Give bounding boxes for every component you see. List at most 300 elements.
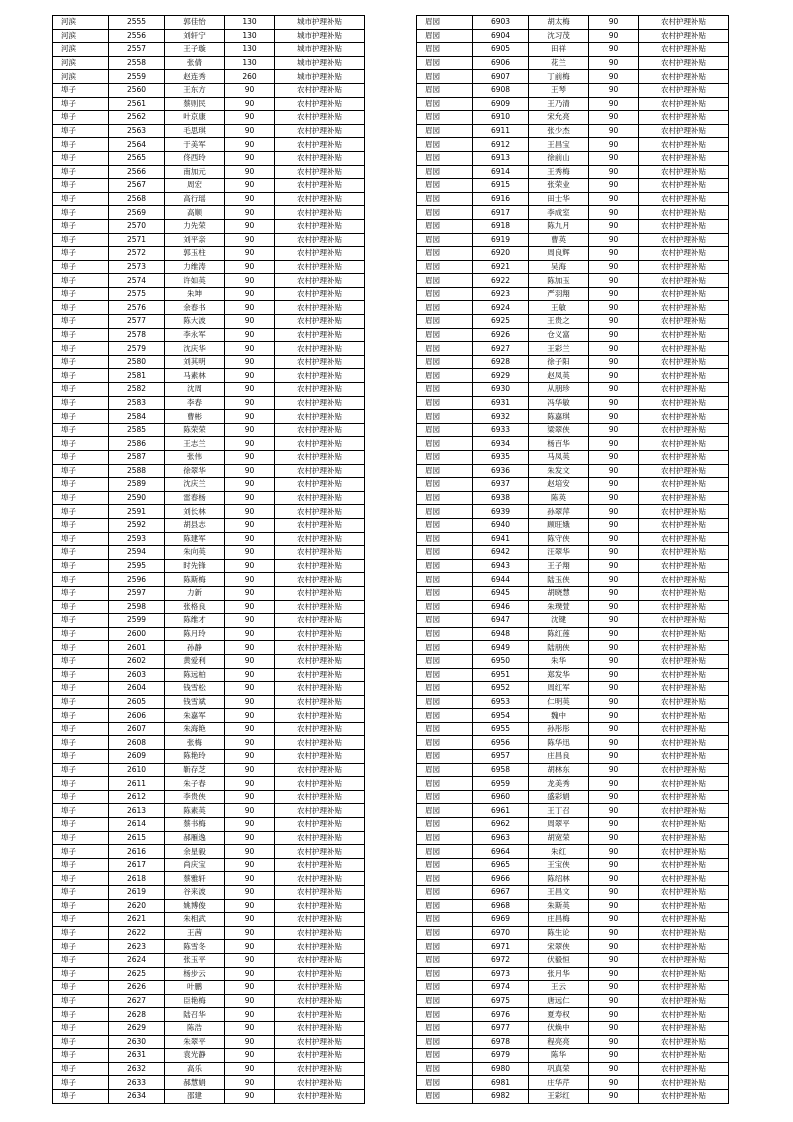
table-row [417,899,729,913]
name-cell: 刘平亲 [165,233,225,247]
subsidy-type-cell: 农村护理补贴 [639,478,729,492]
table-row [53,287,365,301]
town-cell: 埠子 [53,845,109,859]
table-row [417,614,729,628]
name-cell: 朱璞萱 [529,600,589,614]
table-row [53,260,365,274]
serial-number-cell: 6934 [473,437,529,451]
town-cell: 埠子 [53,97,109,111]
name-cell: 叶京康 [165,111,225,125]
name-cell: 马素林 [165,369,225,383]
serial-number-cell: 6970 [473,926,529,940]
serial-number-cell: 2568 [109,192,165,206]
serial-number-cell: 6953 [473,695,529,709]
amount-cell: 90 [589,219,639,233]
serial-number-cell: 2584 [109,410,165,424]
amount-cell: 90 [589,1021,639,1035]
table-row [53,953,365,967]
serial-number-cell: 6950 [473,654,529,668]
name-cell: 王东方 [165,83,225,97]
serial-number-cell: 2591 [109,505,165,519]
serial-number-cell: 2630 [109,1035,165,1049]
table-row [417,627,729,641]
serial-number-cell: 2579 [109,342,165,356]
amount-cell: 90 [225,940,275,954]
town-cell: 埠子 [53,1076,109,1090]
table-row [53,600,365,614]
name-cell: 陈浩 [165,1021,225,1035]
table-row [53,1035,365,1049]
town-cell: 埠子 [53,872,109,886]
serial-number-cell: 2628 [109,1008,165,1022]
town-cell: 眉园 [417,872,473,886]
table-row [417,668,729,682]
table-row [53,97,365,111]
table-row [417,179,729,193]
town-cell: 埠子 [53,559,109,573]
amount-cell: 90 [589,654,639,668]
subsidy-type-cell: 农村护理补贴 [639,233,729,247]
table-row [53,831,365,845]
table-row [53,505,365,519]
serial-number-cell: 2582 [109,383,165,397]
town-cell: 眉园 [417,994,473,1008]
subsidy-type-cell: 农村护理补贴 [275,97,365,111]
subsidy-type-cell: 农村护理补贴 [639,940,729,954]
subsidy-type-cell: 农村护理补贴 [639,355,729,369]
serial-number-cell: 2621 [109,913,165,927]
town-cell: 眉园 [417,586,473,600]
town-cell: 埠子 [53,614,109,628]
subsidy-type-cell: 农村护理补贴 [275,763,365,777]
serial-number-cell: 2557 [109,43,165,57]
subsidy-type-cell: 农村护理补贴 [639,219,729,233]
serial-number-cell: 2632 [109,1062,165,1076]
table-row [417,600,729,614]
table-row [53,16,365,30]
amount-cell: 90 [589,858,639,872]
town-cell: 眉园 [417,274,473,288]
serial-number-cell: 6941 [473,532,529,546]
amount-cell: 90 [589,845,639,859]
table-row [53,1089,365,1103]
serial-number-cell: 2624 [109,953,165,967]
amount-cell: 90 [589,192,639,206]
serial-number-cell: 2633 [109,1076,165,1090]
serial-number-cell: 6907 [473,70,529,84]
amount-cell: 90 [225,328,275,342]
table-row [53,872,365,886]
amount-cell: 90 [589,43,639,57]
subsidy-type-cell: 农村护理补贴 [639,1008,729,1022]
town-cell: 埠子 [53,913,109,927]
serial-number-cell: 2612 [109,790,165,804]
subsidy-type-cell: 农村护理补贴 [639,736,729,750]
amount-cell: 90 [589,355,639,369]
amount-cell: 90 [225,682,275,696]
table-row [417,219,729,233]
table-row [417,56,729,70]
table-row [417,926,729,940]
name-cell: 沈庆华 [165,342,225,356]
serial-number-cell: 2615 [109,831,165,845]
serial-number-cell: 2559 [109,70,165,84]
town-cell: 眉园 [417,858,473,872]
serial-number-cell: 6977 [473,1021,529,1035]
table-row [417,383,729,397]
amount-cell: 90 [589,301,639,315]
table-row [417,953,729,967]
serial-number-cell: 2592 [109,518,165,532]
table-row [417,315,729,329]
town-cell: 河滨 [53,16,109,30]
town-cell: 眉园 [417,763,473,777]
subsidy-type-cell: 农村护理补贴 [639,722,729,736]
subsidy-type-cell: 农村护理补贴 [275,1076,365,1090]
subsidy-type-cell: 农村护理补贴 [639,546,729,560]
table-row [53,70,365,84]
amount-cell: 90 [589,124,639,138]
name-cell: 王秀梅 [529,165,589,179]
name-cell: 伏毅恒 [529,953,589,967]
amount-cell: 90 [589,818,639,832]
town-cell: 眉园 [417,668,473,682]
town-cell: 眉园 [417,709,473,723]
table-row [417,1089,729,1103]
serial-number-cell: 6931 [473,396,529,410]
name-cell: 田祥 [529,43,589,57]
name-cell: 胡晓慧 [529,586,589,600]
serial-number-cell: 2572 [109,247,165,261]
amount-cell: 90 [225,967,275,981]
serial-number-cell: 6939 [473,505,529,519]
table-row [417,192,729,206]
table-row [417,818,729,832]
subsidy-type-cell: 农村护理补贴 [275,192,365,206]
name-cell: 时先锋 [165,559,225,573]
town-cell: 埠子 [53,682,109,696]
name-cell: 朱子春 [165,777,225,791]
subsidy-type-cell: 农村护理补贴 [639,274,729,288]
table-row [417,260,729,274]
name-cell: 张伟 [165,451,225,465]
amount-cell: 90 [225,1062,275,1076]
amount-cell: 90 [589,899,639,913]
subsidy-type-cell: 农村护理补贴 [639,994,729,1008]
name-cell: 程亮亮 [529,1035,589,1049]
table-row [53,1021,365,1035]
name-cell: 谷来波 [165,886,225,900]
subsidy-type-cell: 农村护理补贴 [275,151,365,165]
subsidy-type-cell: 农村护理补贴 [639,899,729,913]
town-cell: 埠子 [53,994,109,1008]
table-row [53,383,365,397]
table-row [417,437,729,451]
town-cell: 眉园 [417,315,473,329]
amount-cell: 90 [225,1049,275,1063]
name-cell: 沈习茂 [529,29,589,43]
town-cell: 埠子 [53,247,109,261]
subsidy-type-cell: 农村护理补贴 [275,722,365,736]
subsidy-type-cell: 农村护理补贴 [639,260,729,274]
name-cell: 朱斯英 [529,899,589,913]
town-cell: 眉园 [417,695,473,709]
serial-number-cell: 6942 [473,546,529,560]
subsidy-type-cell: 农村护理补贴 [275,518,365,532]
town-cell: 眉园 [417,151,473,165]
subsidy-type-cell: 农村护理补贴 [275,682,365,696]
name-cell: 于美军 [165,138,225,152]
name-cell: 高顺 [165,206,225,220]
table-row [53,301,365,315]
name-cell: 庄昌良 [529,750,589,764]
town-cell: 埠子 [53,219,109,233]
town-cell: 埠子 [53,451,109,465]
amount-cell: 90 [225,464,275,478]
name-cell: 王贵之 [529,315,589,329]
name-cell: 徐子阳 [529,355,589,369]
name-cell: 冯华敏 [529,396,589,410]
amount-cell: 90 [589,750,639,764]
serial-number-cell: 2581 [109,369,165,383]
table-row [53,491,365,505]
serial-number-cell: 6935 [473,451,529,465]
amount-cell: 90 [225,410,275,424]
subsidy-type-cell: 农村护理补贴 [275,491,365,505]
name-cell: 郑发华 [529,668,589,682]
table-row [417,858,729,872]
subsidy-type-cell: 农村护理补贴 [275,451,365,465]
table-row [417,342,729,356]
subsidy-type-cell: 农村护理补贴 [639,886,729,900]
amount-cell: 90 [225,97,275,111]
right-table-body [417,16,729,1104]
table-row [417,750,729,764]
town-cell: 眉园 [417,56,473,70]
table-row [53,1062,365,1076]
amount-cell: 90 [225,1008,275,1022]
table-row [417,111,729,125]
amount-cell: 90 [589,532,639,546]
table-row [417,1062,729,1076]
table-row [53,777,365,791]
town-cell: 眉园 [417,818,473,832]
table-row [53,994,365,1008]
name-cell: 钱雪松 [165,682,225,696]
name-cell: 周翠平 [529,818,589,832]
town-cell: 埠子 [53,138,109,152]
town-cell: 眉园 [417,790,473,804]
town-cell: 眉园 [417,1008,473,1022]
serial-number-cell: 6905 [473,43,529,57]
town-cell: 眉园 [417,383,473,397]
amount-cell: 90 [589,437,639,451]
amount-cell: 90 [225,355,275,369]
table-row [53,858,365,872]
town-cell: 埠子 [53,260,109,274]
serial-number-cell: 6958 [473,763,529,777]
town-cell: 眉园 [417,505,473,519]
town-cell: 埠子 [53,967,109,981]
serial-number-cell: 2603 [109,668,165,682]
subsidy-type-cell: 农村护理补贴 [639,573,729,587]
serial-number-cell: 6980 [473,1062,529,1076]
amount-cell: 90 [225,668,275,682]
town-cell: 眉园 [417,464,473,478]
serial-number-cell: 6938 [473,491,529,505]
amount-cell: 90 [589,1076,639,1090]
table-row [53,206,365,220]
amount-cell: 90 [589,1062,639,1076]
table-row [53,532,365,546]
serial-number-cell: 2567 [109,179,165,193]
town-cell: 埠子 [53,546,109,560]
subsidy-type-cell: 农村护理补贴 [275,328,365,342]
name-cell: 张荣业 [529,179,589,193]
subsidy-type-cell: 农村护理补贴 [275,586,365,600]
subsidy-type-cell: 农村护理补贴 [275,899,365,913]
table-row [53,478,365,492]
town-cell: 眉园 [417,722,473,736]
amount-cell: 90 [589,410,639,424]
amount-cell: 90 [225,994,275,1008]
serial-number-cell: 2607 [109,722,165,736]
left-roster-table [52,15,365,1104]
table-row [53,668,365,682]
serial-number-cell: 2626 [109,981,165,995]
amount-cell: 130 [225,56,275,70]
serial-number-cell: 6951 [473,668,529,682]
name-cell: 力先荣 [165,219,225,233]
serial-number-cell: 2593 [109,532,165,546]
serial-number-cell: 2594 [109,546,165,560]
amount-cell: 90 [589,722,639,736]
amount-cell: 90 [225,165,275,179]
table-row [417,1008,729,1022]
amount-cell: 90 [589,451,639,465]
serial-number-cell: 6937 [473,478,529,492]
serial-number-cell: 6976 [473,1008,529,1022]
table-row [417,654,729,668]
town-cell: 眉园 [417,287,473,301]
serial-number-cell: 6916 [473,192,529,206]
town-cell: 眉园 [417,600,473,614]
table-row [417,804,729,818]
name-cell: 陈生论 [529,926,589,940]
serial-number-cell: 6918 [473,219,529,233]
name-cell: 朱华 [529,654,589,668]
town-cell: 眉园 [417,627,473,641]
town-cell: 眉园 [417,831,473,845]
name-cell: 陈红莲 [529,627,589,641]
table-row [53,437,365,451]
name-cell: 王昌文 [529,886,589,900]
name-cell: 刘轩宁 [165,29,225,43]
town-cell: 眉园 [417,219,473,233]
town-cell: 埠子 [53,627,109,641]
subsidy-type-cell: 农村护理补贴 [275,274,365,288]
amount-cell: 90 [589,328,639,342]
name-cell: 赵连秀 [165,70,225,84]
table-row [417,586,729,600]
town-cell: 眉园 [417,532,473,546]
name-cell: 陈建军 [165,532,225,546]
table-row [53,179,365,193]
amount-cell: 90 [589,546,639,560]
table-row [53,736,365,750]
subsidy-type-cell: 农村护理补贴 [639,16,729,30]
serial-number-cell: 6926 [473,328,529,342]
table-row [53,29,365,43]
subsidy-type-cell: 城市护理补贴 [275,43,365,57]
name-cell: 蔡则民 [165,97,225,111]
serial-number-cell: 6930 [473,383,529,397]
town-cell: 眉园 [417,165,473,179]
town-cell: 眉园 [417,192,473,206]
serial-number-cell: 2588 [109,464,165,478]
serial-number-cell: 2577 [109,315,165,329]
amount-cell: 90 [225,614,275,628]
subsidy-type-cell: 农村护理补贴 [639,627,729,641]
table-row [417,97,729,111]
serial-number-cell: 6944 [473,573,529,587]
amount-cell: 90 [225,586,275,600]
subsidy-type-cell: 农村护理补贴 [275,913,365,927]
amount-cell: 90 [589,518,639,532]
table-row [53,763,365,777]
table-row [53,451,365,465]
subsidy-type-cell: 农村护理补贴 [639,342,729,356]
name-cell: 毛思琪 [165,124,225,138]
town-cell: 眉园 [417,518,473,532]
amount-cell: 90 [225,654,275,668]
town-cell: 埠子 [53,586,109,600]
amount-cell: 90 [589,790,639,804]
subsidy-type-cell: 农村护理补贴 [639,818,729,832]
subsidy-type-cell: 农村护理补贴 [275,423,365,437]
amount-cell: 90 [225,695,275,709]
name-cell: 朱红 [529,845,589,859]
serial-number-cell: 2619 [109,886,165,900]
table-row [417,206,729,220]
subsidy-type-cell: 农村护理补贴 [639,328,729,342]
serial-number-cell: 6922 [473,274,529,288]
subsidy-type-cell: 农村护理补贴 [639,437,729,451]
subsidy-type-cell: 农村护理补贴 [639,97,729,111]
name-cell: 胡太梅 [529,16,589,30]
town-cell: 埠子 [53,899,109,913]
serial-number-cell: 6914 [473,165,529,179]
amount-cell: 90 [225,818,275,832]
subsidy-type-cell: 农村护理补贴 [275,1049,365,1063]
name-cell: 陆玉侠 [529,573,589,587]
subsidy-type-cell: 农村护理补贴 [639,790,729,804]
serial-number-cell: 6954 [473,709,529,723]
amount-cell: 90 [589,1008,639,1022]
town-cell: 埠子 [53,777,109,791]
amount-cell: 130 [225,43,275,57]
amount-cell: 90 [225,423,275,437]
subsidy-type-cell: 农村护理补贴 [275,559,365,573]
town-cell: 埠子 [53,573,109,587]
amount-cell: 260 [225,70,275,84]
town-cell: 眉园 [417,641,473,655]
town-cell: 埠子 [53,641,109,655]
amount-cell: 90 [589,29,639,43]
table-row [53,695,365,709]
town-cell: 埠子 [53,151,109,165]
town-cell: 埠子 [53,600,109,614]
